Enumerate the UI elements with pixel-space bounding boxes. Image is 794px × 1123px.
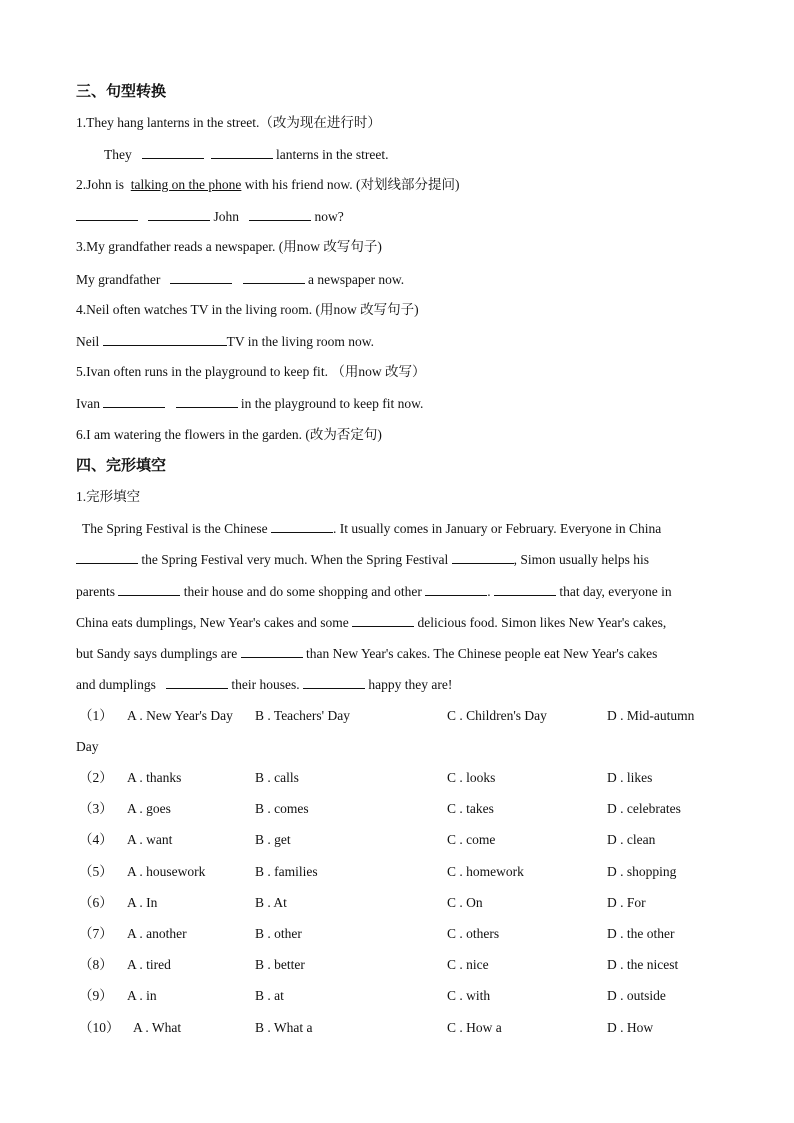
option-b[interactable]: B . At [255, 895, 287, 910]
passage-text: delicious food. Simon likes New Year's cakes, [417, 615, 667, 630]
q5-ans-b: in the playground to keep fit now. [240, 396, 424, 411]
blank[interactable] [170, 271, 232, 284]
option-a[interactable]: A . tired [127, 957, 171, 972]
option-a[interactable]: A . In [127, 895, 158, 910]
blank[interactable] [166, 676, 228, 689]
q5-ans-a: Ivan [76, 396, 100, 411]
blank[interactable] [352, 614, 414, 627]
q1-ans-a: They [104, 147, 132, 162]
option-d[interactable]: D . the nicest [607, 957, 679, 972]
option-number: （9） [79, 988, 113, 1003]
q2-underlined-phrase: talking on the phone [130, 177, 242, 192]
q5-prompt: 5.Ivan often runs in the playground to keep fit. （用now 改写） [76, 364, 426, 379]
option-a[interactable]: A . thanks [127, 770, 182, 785]
blank[interactable] [148, 208, 210, 221]
passage-text: their house and do some shopping and other [183, 584, 422, 599]
blank[interactable] [271, 520, 333, 533]
passage-line [76, 676, 452, 693]
passage-text: their houses. [231, 677, 300, 692]
q4-answer-line [76, 333, 374, 350]
option-c[interactable]: C . come [447, 832, 496, 847]
q2-prompt-b: with his friend now. (对划线部分提问) [244, 177, 460, 192]
passage-text: . It usually comes in January or February. Everyone in China [332, 521, 662, 536]
q3-prompt: 3.My grandfather reads a newspaper. (用now 改写句子) [76, 239, 382, 254]
passage-text: The Spring Festival is the Chinese [82, 521, 268, 536]
blank[interactable] [142, 146, 204, 159]
option-b[interactable]: B . What a [255, 1020, 313, 1035]
q4-ans-b: TV in the living room now. [226, 334, 374, 349]
blank[interactable] [103, 395, 165, 408]
option-d[interactable]: D . For [607, 895, 646, 910]
blank[interactable] [76, 551, 138, 564]
option-row [0, 957, 794, 973]
option-number: （2） [79, 770, 113, 785]
option-a[interactable]: A . in [127, 988, 157, 1003]
q2-prompt-a: 2.John is [76, 177, 125, 192]
blank[interactable] [118, 583, 180, 596]
q2-answer-line [76, 208, 344, 225]
blank[interactable] [303, 676, 365, 689]
option-number: （6） [79, 895, 113, 910]
option-c[interactable]: C . homework [447, 864, 524, 879]
option-number: （1） [79, 708, 113, 723]
option-c[interactable]: C . Children's Day [447, 708, 547, 723]
option-c[interactable]: C . On [447, 895, 483, 910]
option-a[interactable]: A . want [127, 832, 173, 847]
passage-text: but Sandy says dumplings are [76, 646, 238, 661]
option-b[interactable]: B . Teachers' Day [255, 708, 350, 723]
passage-text: the Spring Festival very much. When the Spring Festival [141, 552, 449, 567]
option-b[interactable]: B . better [255, 957, 305, 972]
passage-text: than New Year's cakes. The Chinese people eat New Year's cakes [306, 646, 658, 661]
blank[interactable] [76, 208, 138, 221]
option-d-wrap: Day [76, 739, 99, 754]
option-b[interactable]: B . get [255, 832, 291, 847]
passage-line [76, 645, 657, 662]
option-b[interactable]: B . families [255, 864, 318, 879]
q1-answer-line [104, 146, 388, 163]
blank[interactable] [211, 146, 273, 159]
passage-text: . [487, 584, 491, 599]
passage-text: parents [76, 584, 115, 599]
passage-line [76, 551, 649, 568]
q3-ans-a: My grandfather [76, 272, 161, 287]
q2-ans-b: now? [314, 209, 344, 224]
option-a[interactable]: A . What [133, 1020, 182, 1035]
section4-heading: 四、完形填空 [76, 456, 167, 474]
option-c[interactable]: C . nice [447, 957, 489, 972]
passage-line [82, 520, 661, 537]
option-c[interactable]: C . others [447, 926, 500, 941]
q2-ans-a: John [213, 209, 240, 224]
option-d[interactable]: D . Mid-autumn [607, 708, 695, 723]
option-c[interactable]: C . takes [447, 801, 494, 816]
passage-text: , Simon usually helps his [513, 552, 649, 567]
passage-line [76, 583, 672, 600]
q5-answer-line [76, 395, 423, 412]
option-d[interactable]: D . How [607, 1020, 654, 1035]
option-d[interactable]: D . likes [607, 770, 653, 785]
q4-prompt: 4.Neil often watches TV in the living room. (用now 改写句子) [76, 302, 419, 317]
option-b[interactable]: B . other [255, 926, 302, 941]
option-number: （7） [79, 926, 113, 941]
option-row [0, 708, 794, 724]
option-a[interactable]: A . goes [127, 801, 171, 816]
passage-text: that day, everyone in [559, 584, 672, 599]
blank[interactable] [176, 395, 238, 408]
section4-subtitle: 1.完形填空 [76, 489, 141, 504]
option-row [0, 864, 794, 880]
option-d[interactable]: D . celebrates [607, 801, 681, 816]
option-a[interactable]: A . another [127, 926, 187, 941]
option-row [0, 988, 794, 1004]
option-a[interactable]: A . New Year's Day [127, 708, 233, 723]
option-number: （4） [79, 832, 113, 847]
q4-ans-a: Neil [76, 334, 100, 349]
option-d[interactable]: D . shopping [607, 864, 677, 879]
blank[interactable] [103, 333, 227, 346]
q3-ans-b: a newspaper now. [307, 272, 405, 287]
option-d[interactable]: D . the other [607, 926, 675, 941]
section3-heading: 三、句型转换 [76, 82, 167, 100]
option-number: （5） [79, 864, 113, 879]
option-c[interactable]: C . How a [447, 1020, 502, 1035]
option-d[interactable]: D . outside [607, 988, 666, 1003]
passage-text: happy they are! [368, 677, 453, 692]
option-c[interactable]: C . looks [447, 770, 496, 785]
option-row [0, 926, 794, 942]
passage-text: China eats dumplings, New Year's cakes and some [76, 615, 349, 630]
option-row [0, 770, 794, 786]
passage-line [76, 614, 666, 631]
option-number: （8） [79, 957, 113, 972]
option-c[interactable]: C . with [447, 988, 491, 1003]
option-row [0, 832, 794, 848]
option-number: （3） [79, 801, 113, 816]
passage-text: and dumplings [76, 677, 156, 692]
q1-ans-b: lanterns in the street. [276, 147, 389, 162]
option-b[interactable]: B . at [255, 988, 284, 1003]
blank[interactable] [494, 583, 556, 596]
option-number: （10） [79, 1020, 120, 1035]
blank[interactable] [243, 271, 305, 284]
option-row [0, 801, 794, 817]
option-a[interactable]: A . housework [127, 864, 206, 879]
q6-prompt: 6.I am watering the flowers in the garden. (改为否定句) [76, 427, 382, 442]
blank[interactable] [425, 583, 487, 596]
q1-prompt: 1.They hang lanterns in the street.（改为现在进行时） [76, 115, 381, 130]
option-d[interactable]: D . clean [607, 832, 656, 847]
blank[interactable] [241, 645, 303, 658]
option-row [0, 895, 794, 911]
option-b[interactable]: B . comes [255, 801, 309, 816]
blank[interactable] [249, 208, 311, 221]
q3-answer-line [76, 271, 404, 288]
option-row [0, 1020, 794, 1036]
q2-prompt [76, 177, 459, 193]
option-b[interactable]: B . calls [255, 770, 299, 785]
blank[interactable] [452, 551, 514, 564]
